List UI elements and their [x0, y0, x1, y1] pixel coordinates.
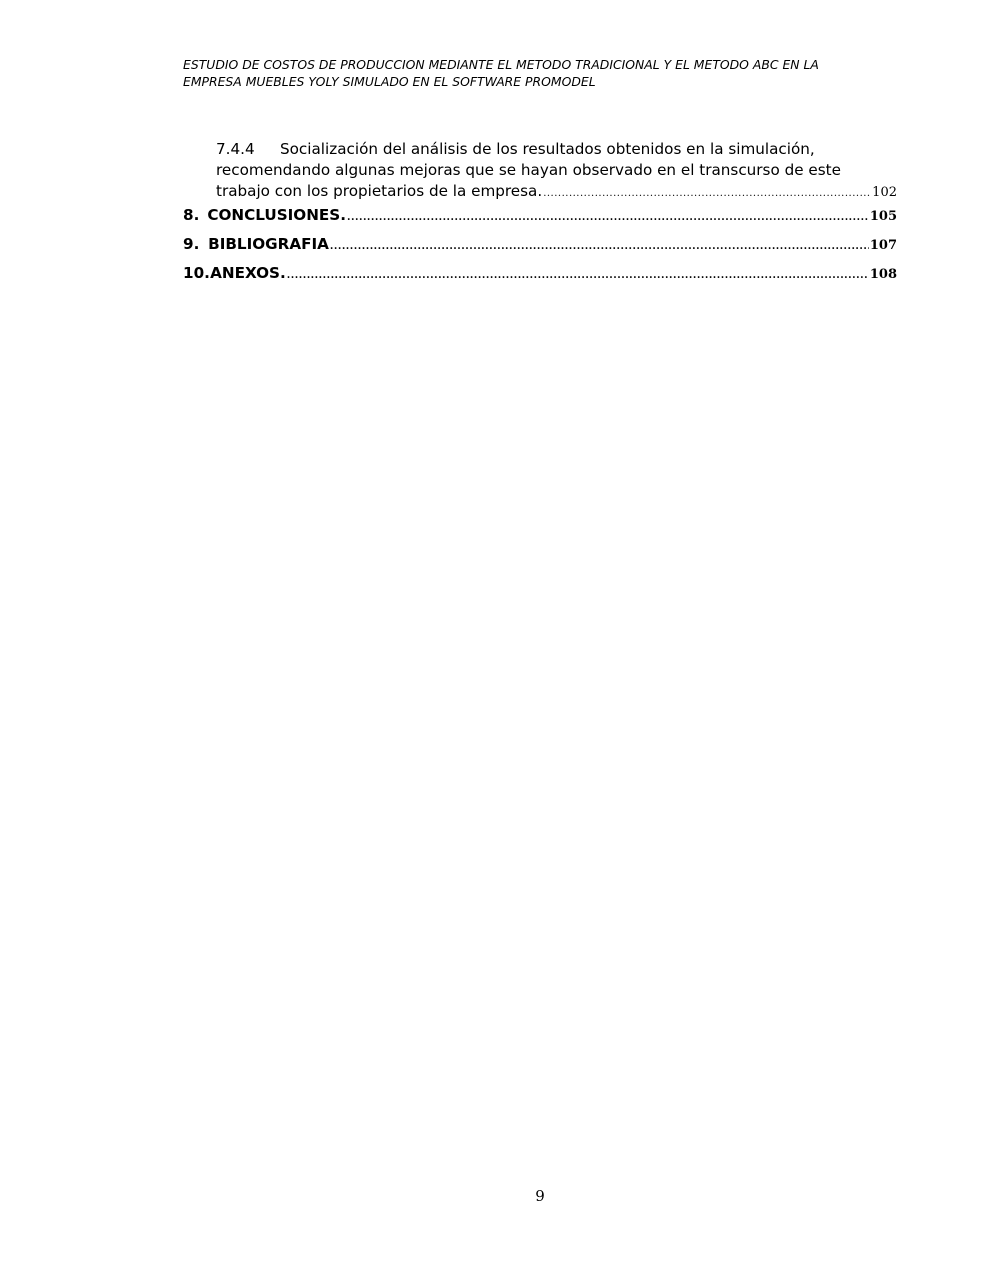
toc-entry-page: 102 — [872, 185, 897, 200]
toc-entry-number: 10. — [183, 264, 210, 282]
toc-entry-7-4-4[interactable] — [216, 139, 897, 204]
toc-entry-conclusiones[interactable] — [183, 206, 897, 229]
header-line-1: ESTUDIO DE COSTOS DE PRODUCCION MEDIANTE EL METODO TRADICIONAL Y EL METODO ABC EN LA — [183, 57, 819, 72]
dot-leader — [543, 183, 871, 204]
dot-leader — [287, 270, 869, 281]
toc-entry-number: 8. — [183, 206, 200, 224]
toc-entry-title-line-1: Socialización del análisis de los resultados obtenidos en la simulación, — [280, 140, 815, 158]
toc-entry-anexos[interactable] — [183, 264, 897, 287]
toc-entry-number: 9. — [183, 235, 200, 253]
dot-leader — [347, 212, 869, 223]
toc-entry-page: 107 — [869, 238, 897, 253]
toc-entry-bibliografia[interactable] — [183, 235, 897, 258]
toc-entry-page: 105 — [869, 209, 897, 224]
page-number: 9 — [535, 1187, 545, 1205]
dot-leader — [330, 241, 869, 252]
toc-entry-title: CONCLUSIONES. — [207, 206, 347, 224]
toc-entry-title: BIBLIOGRAFIA — [208, 235, 329, 253]
toc-entry-title-line-2: recomendando algunas mejoras que se hayan observado en el transcurso de este — [216, 161, 841, 179]
toc-entry-page: 108 — [869, 267, 897, 282]
header-line-2: EMPRESA MUEBLES YOLY SIMULADO EN EL SOFTWARE PROMODEL — [183, 74, 596, 89]
running-header — [183, 56, 903, 90]
table-of-contents — [183, 139, 897, 287]
toc-entry-title: ANEXOS. — [210, 264, 286, 282]
toc-entry-title-line-3: trabajo con los propietarios de la empresa. — [216, 182, 543, 200]
toc-entry-number: 7.4.4 — [216, 140, 255, 158]
